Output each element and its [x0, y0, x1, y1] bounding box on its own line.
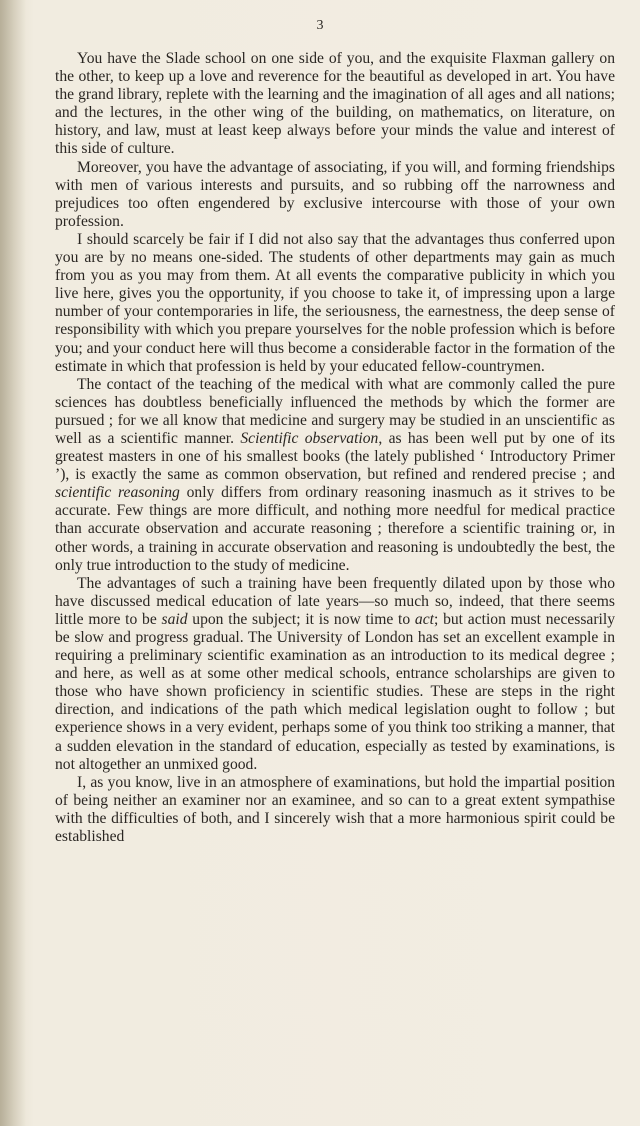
page-number: 3	[316, 18, 324, 33]
text-run: The contact of the teaching of the medical with what are commonly called the pure sciences has doubtless beneficially influenced the methods by which the former are pursued ; for we all know that medicine and surgery may be studied in an unscientific as well as a scientific manner.	[55, 375, 615, 447]
text-run: The advantages of such a training have been frequently dilated upon by those who have discussed medical education of late years—so much so, indeed, that there seems little more to be	[55, 574, 615, 628]
text-run: I, as you know, live in an atmosphere of examinations, but hold the impartial position of being neither an examiner nor an examinee, and so can to a great extent sympathise with the difficulties of both, and I sincerely wish that a more harmonious spirit could be established	[55, 773, 615, 846]
paragraph	[55, 774, 615, 846]
paragraph	[55, 50, 615, 159]
text-run: upon the subject; it is now time to	[187, 610, 415, 628]
italic-text: act	[414, 610, 434, 628]
paragraph	[55, 159, 615, 231]
text-run: ; but action must necessarily be slow and progress gradual. The University of London has set an excellent example in requiring a preliminary scientific examination as an introduction to its medical degree ; and here, as well as at some other medical schools, entrance scholarships are given to those who have shown proficiency in scientific studies. These are steps in the right direction, and indications of the path which medical legislation ought to follow ; but experience shows in a very evident, perhaps some of you think too striking a manner, that a sudden elevation in the standard of education, especially as tested by examinations, is not altogether an unmixed good.	[55, 610, 615, 773]
italic-text: said	[161, 610, 188, 628]
paragraph	[55, 376, 615, 575]
body-text	[55, 50, 615, 846]
paragraph	[55, 575, 615, 774]
paragraph	[55, 231, 615, 376]
text-run: only differs from ordinary reasoning inasmuch as it strives to be accurate. Few things are more difficult, and nothing more needful for medical practice than accurate observation and accurate reasoning ; therefore a scientific training or, in other words, a training in accurate observation and reasoning is undoubtedly the best, the only true introduction to the study of medicine.	[55, 484, 615, 574]
binding-shadow	[0, 0, 26, 1126]
italic-text: Scientific observation	[240, 429, 379, 447]
italic-text: scientific reasoning	[55, 484, 180, 502]
text-run: Moreover, you have the advantage of associating, if you will, and forming friendships with men of various interests and pursuits, and so rubbing off the narrowness and prejudices too often engendered by exclusive intercourse with those of your own profession.	[55, 158, 615, 230]
text-run: You have the Slade school on one side of you, and the exquisite Flaxman gallery on the other, to keep up a love and reverence for the beautiful as developed in art. You have the grand library, replete with the learning and the imagination of all ages and all nations; and the lectures, in the other wing of the building, on mathematics, on literature, on history, and law, must at least keep always before your minds the value and interest of this side of culture.	[55, 50, 615, 158]
text-run: , as has been well put by one of its greatest masters in one of his smallest books (the lately published ‘ Introductory Primer ’), is exactly the same as common observation, but refined and rendered precise ; and	[55, 429, 616, 484]
text-run: I should scarcely be fair if I did not also say that the advantages thus conferred upon you are by no means one-sided. The students of other departments may gain as much from you as you may from them. At all events the comparative publicity in which you live here, gives you the opportunity, if you choose to take it, of impressing upon a large number of your contemporaries in life, the seriousness, the earnestness, the deep sense of responsibility with which you prepare yourselves for the noble profession which is before you; and your conduct here will thus become a considerable factor in the formation of the estimate in which that profession is held by your educated fellow-countrymen.	[55, 230, 615, 375]
